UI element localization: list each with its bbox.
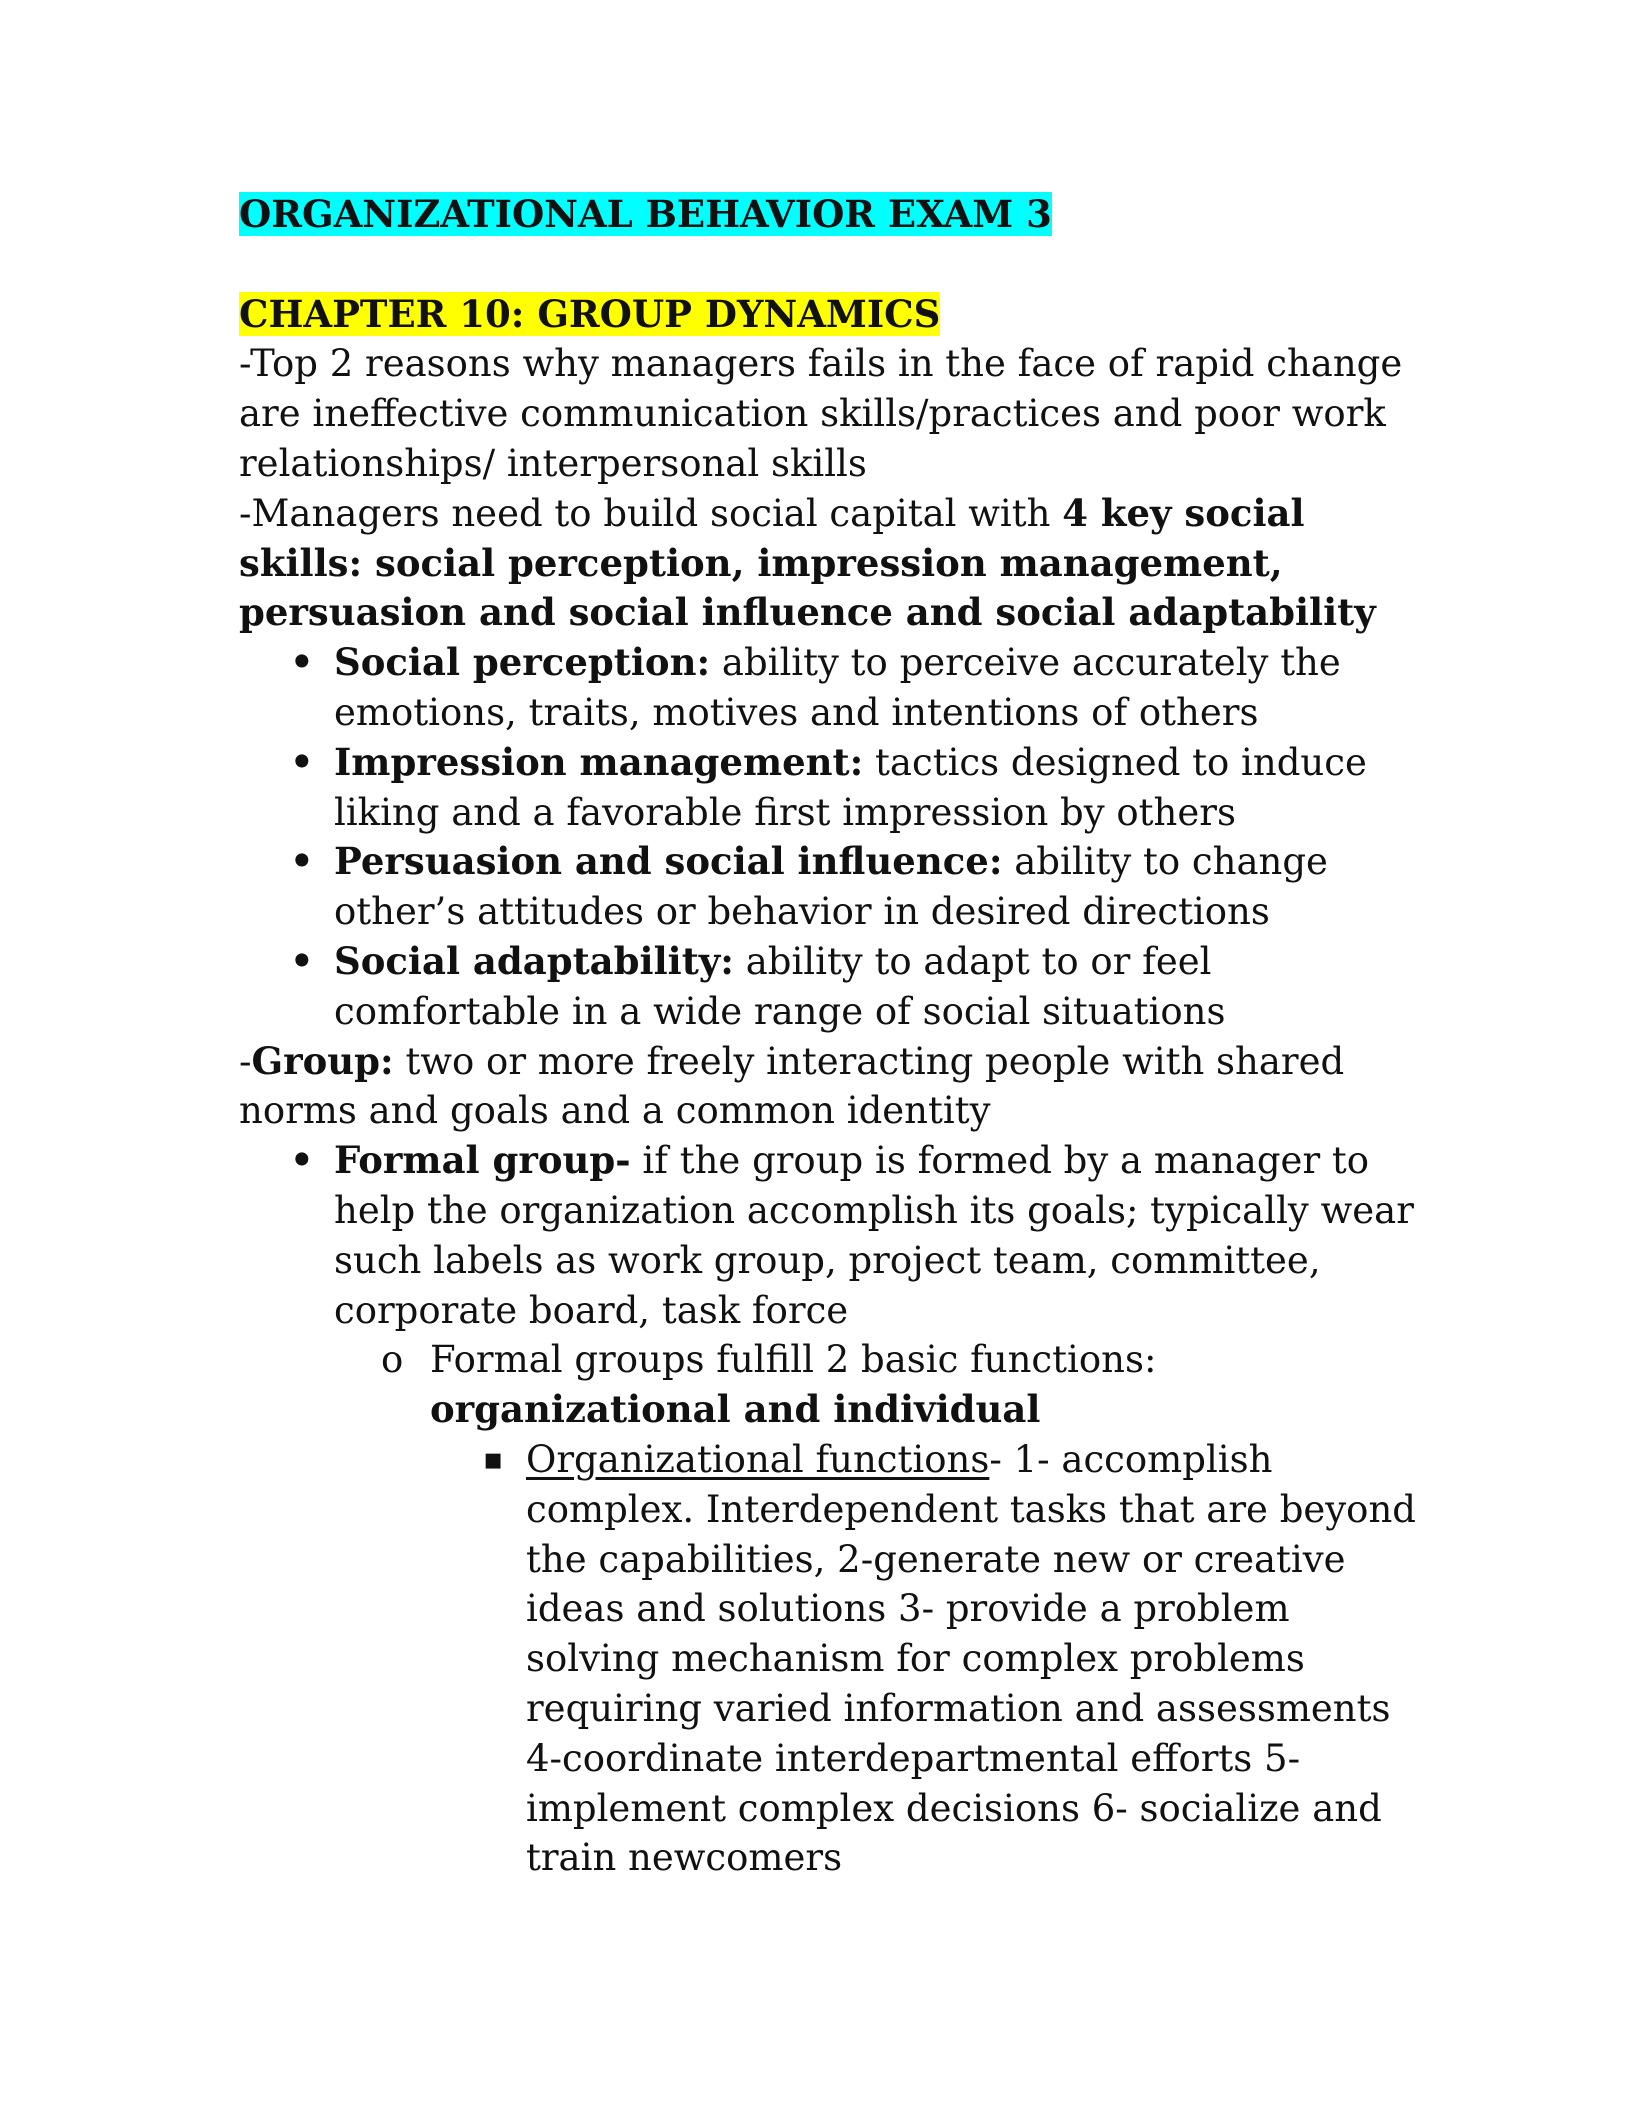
paragraph-group-definition [239, 1037, 1419, 1137]
def-social-perception: ability to perceive accurately the emotions, traits, motives and intentions of others [334, 641, 1341, 734]
list-item-social-perception [239, 638, 1419, 738]
term-organizational-functions: Organizational functions [526, 1437, 990, 1481]
formal-functions-bold: organizational and individual [430, 1387, 1041, 1432]
list-item-formal-functions [239, 1335, 1419, 1435]
social-skills-bold: 4 key social skills: social perception, impression management, persuasion and social influence and social adaptability [239, 490, 1376, 635]
def-group: two or more freely interacting people with shared norms and goals and a common identity [239, 1039, 1345, 1133]
def-formal-group: if the group is formed by a manager to help the organization accomplish its goals; typically wear such labels as work group, project team, committee, corporate board, task force [334, 1139, 1414, 1332]
bullet-marker: • [290, 938, 314, 983]
term-impression-management: Impression management: [334, 739, 864, 784]
bullet-marker: • [290, 739, 314, 784]
def-organizational-functions: - 1- accomplish complex. Interdependent tasks that are beyond the capabilities, 2-generate new or creative ideas and solutions 3- provide a problem solving mechanism for complex problems requiring varied information and assessments 4-coordinate interdepartmental efforts 5-implement complex decisions 6- socialize and train newcomers [526, 1437, 1416, 1880]
term-social-perception: Social perception: [334, 640, 711, 685]
def-persuasion: ability to change other’s attitudes or behavior in desired directions [334, 840, 1328, 934]
formal-functions-text: Formal groups fulfill 2 basic functions: [430, 1338, 1157, 1382]
list-item-organizational-functions [239, 1435, 1419, 1883]
formal-group-sublist [239, 1335, 1419, 1435]
document-page [239, 190, 1419, 1883]
term-formal-group: Formal group- [334, 1138, 631, 1183]
def-social-adaptability: ability to adapt to or feel comfortable in a wide range of social situations [334, 939, 1226, 1033]
term-group: Group: [251, 1038, 394, 1083]
square-marker: ▪ [483, 1441, 504, 1477]
chapter-heading-line [239, 290, 1419, 340]
social-capital-lead: -Managers need to build social capital with [239, 491, 1063, 535]
bullet-marker: • [290, 640, 314, 685]
term-persuasion: Persuasion and social influence: [334, 839, 1003, 884]
group-types-list [239, 1136, 1419, 1335]
group-dash: - [239, 1039, 252, 1083]
chapter-heading: CHAPTER 10: GROUP DYNAMICS [239, 291, 941, 336]
list-item-persuasion [239, 837, 1419, 937]
list-item-social-adaptability [239, 937, 1419, 1037]
list-item-impression-management [239, 738, 1419, 838]
document-title: ORGANIZATIONAL BEHAVIOR EXAM 3 [239, 192, 1052, 236]
term-social-adaptability: Social adaptability: [334, 938, 734, 983]
bullet-marker: • [290, 839, 314, 884]
document-title-line [239, 190, 1419, 240]
paragraph-top-reasons: -Top 2 reasons why managers fails in the face of rapid change are ineffective communication skills/practices and poor work relationships/ interpersonal skills [239, 342, 1403, 485]
circle-marker: o [381, 1338, 404, 1382]
paragraph-social-capital [239, 489, 1419, 638]
def-impression-management: tactics designed to induce liking and a favorable first impression by others [334, 740, 1367, 834]
functions-sublist [239, 1435, 1419, 1883]
list-item-formal-group [239, 1136, 1419, 1335]
bullet-marker: • [290, 1138, 314, 1183]
social-skills-list [239, 638, 1419, 1036]
